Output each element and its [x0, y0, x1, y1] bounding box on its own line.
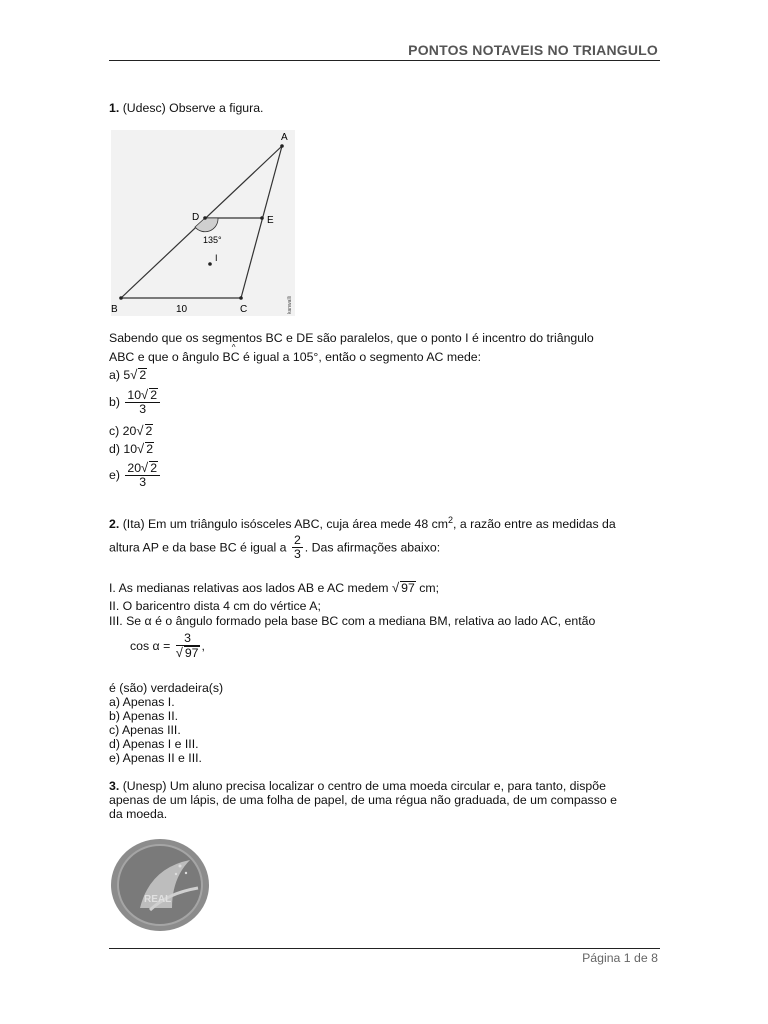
q2-option-d: d) Apenas I e III. [109, 737, 199, 751]
q1-b-num-coef: 10 [127, 388, 142, 402]
q2-option-b: b) Apenas II. [109, 709, 179, 723]
q1-triangle-figure [108, 128, 298, 318]
q3-line2: apenas de um lápis, de uma folha de papel, de uma régua não graduada, de um compasso e [109, 793, 617, 807]
q2-line1-b: , a razão entre as medidas da [453, 517, 616, 532]
q1-e-label: e) [109, 468, 120, 482]
q2-s1-rad: 97 [401, 581, 415, 595]
q1-e-num-rad: 2 [150, 461, 158, 475]
q1-b-num-rad: 2 [150, 388, 158, 402]
q1-b-fraction: $\frac{10√ 2}{3}$ [125, 388, 160, 416]
q2-s1-a: I. As medianas relativas aos lados AB e AC medem [109, 581, 389, 595]
q2-cos-label: cos α = [130, 639, 171, 653]
label-b: B [111, 304, 118, 315]
point-c [239, 296, 243, 300]
q3-number: 3. [109, 779, 120, 793]
label-base: 10 [176, 304, 188, 315]
footer-page-number: Página 1 de 8 [582, 951, 658, 965]
q2-option-a: a) Apenas I. [109, 695, 175, 709]
q1-e-fraction: $\frac{20√ 2}{3}$ [125, 461, 160, 489]
q3-line3: da moeda. [109, 807, 168, 821]
q2-cos-num: 3 [176, 632, 200, 646]
q1-source: (Udesc) [122, 101, 166, 115]
label-c: C [240, 304, 248, 315]
label-a: A [281, 132, 288, 143]
point-e [260, 216, 264, 220]
q2-statement-3: III. Se α é o ângulo formado pela base BC com a mediana BM, relativa ao lado AC, então [109, 614, 596, 628]
q2-cos-fraction: $\frac{3}{√ 97}$ [175, 631, 199, 660]
figure-credit: kanwalli [287, 296, 293, 314]
point-b [119, 296, 123, 300]
q1-option-b [109, 388, 162, 416]
point-i [208, 262, 212, 266]
q1-option-c: c) 20√ 2 [109, 423, 153, 438]
header-title: PONTOS NOTAVEIS NO TRIANGULO [408, 42, 658, 58]
label-e: E [267, 215, 274, 226]
q1-statement-line2: ABC e que o ângulo B ^ C é igual a 105°, então o segmento AC mede: [109, 343, 482, 364]
q1-c-coef: 20 [122, 424, 137, 438]
q1-e-den: 3 [139, 475, 147, 489]
q1-line2-b: C é igual a 105°, então o segmento AC mede: [230, 350, 482, 364]
q2-line2-a: altura AP e da base BC é igual a [109, 540, 287, 555]
q1-c-rad: 2 [145, 424, 153, 438]
q1-option-e [109, 461, 162, 489]
q2-prompt: é (são) verdadeira(s) [109, 681, 224, 695]
q1-number: 1. [109, 101, 120, 115]
q2-line1-sup: 2 [448, 515, 454, 525]
q1-e-num-coef: 20 [127, 461, 142, 475]
q2-line2-b: . Das afirmações abaixo: [304, 540, 441, 555]
q1-heading [109, 101, 263, 115]
label-angle: 135° [203, 235, 222, 245]
q3-line1-text: (Unesp) Um aluno precisa localizar o centro de uma moeda circular e, para tanto, dispõe [122, 779, 606, 793]
q1-b-den: 3 [139, 402, 147, 416]
q1-statement-line1: Sabendo que os segmentos BC e DE são paralelos, que o ponto I é incentro do triângulo [109, 331, 594, 345]
q1-c-label: c) [109, 424, 120, 438]
point-a [280, 144, 284, 148]
q2-line1 [109, 513, 616, 531]
q1-d-rad: 2 [146, 442, 154, 456]
q2-ratio-fraction [292, 534, 303, 561]
q2-ratio-den: 3 [293, 547, 301, 561]
q2-cos-den-rad: 97 [184, 646, 199, 660]
header-rule [109, 60, 660, 61]
coin-image [110, 838, 212, 932]
q2-cos-formula [130, 632, 205, 660]
label-d: D [192, 212, 200, 223]
q1-option-d: d) 10√ 2 [109, 441, 154, 456]
footer-rule [109, 948, 660, 949]
q2-number: 2. [109, 517, 120, 532]
q3-line1 [109, 779, 606, 793]
q1-a-coef: 5 [123, 368, 131, 382]
q1-option-a: a) 5√ 2 [109, 367, 147, 382]
q1-b-label: b) [109, 395, 120, 409]
q1-intro: Observe a figura. [169, 101, 264, 115]
q1-line2-a: ABC e que o ângulo B [109, 350, 231, 364]
q1-a-label: a) [109, 368, 120, 382]
q2-line2 [109, 534, 440, 561]
q1-d-coef: 10 [123, 442, 138, 456]
q2-option-e: e) Apenas II e III. [109, 751, 202, 765]
q2-s1-b: cm; [415, 581, 440, 595]
label-i: I [215, 253, 218, 263]
q2-statement-2: II. O baricentro dista 4 cm do vértice A; [109, 599, 321, 613]
q2-cos-end: , [201, 639, 205, 653]
coin-text: REAL [144, 894, 172, 905]
q1-a-rad: 2 [139, 368, 147, 382]
point-d [203, 216, 207, 220]
q2-ratio-num: 2 [293, 533, 301, 547]
q2-line1-a: (Ita) Em um triângulo isósceles ABC, cuja área mede 48 cm [122, 517, 449, 532]
q2-statement-1: I. As medianas relativas aos lados AB e AC medem √ 97 cm; [109, 580, 440, 595]
q1-d-label: d) [109, 442, 120, 456]
q2-option-c: c) Apenas III. [109, 723, 181, 737]
